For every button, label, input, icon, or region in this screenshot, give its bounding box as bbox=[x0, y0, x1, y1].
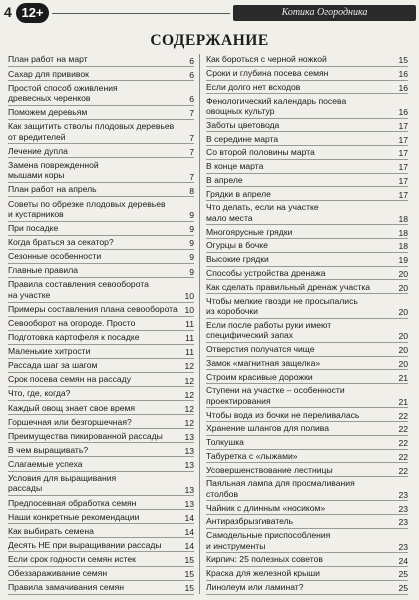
toc-entry-page: 13 bbox=[184, 431, 194, 442]
toc-entry-title: Поможем деревьям bbox=[8, 107, 88, 118]
toc-entry-page: 15 bbox=[184, 583, 194, 594]
toc-entry[interactable] bbox=[206, 280, 408, 294]
toc-entry-page: 12 bbox=[184, 389, 194, 400]
toc-entry-page: 18 bbox=[398, 227, 408, 238]
toc-entry-page: 16 bbox=[398, 69, 408, 80]
toc-entry-title: Со второй половины марта bbox=[206, 147, 315, 158]
toc-entry-title: Маленькие хитрости bbox=[8, 346, 91, 357]
toc-entry-title: Грядки в апреле bbox=[206, 188, 271, 199]
toc-entry[interactable] bbox=[206, 53, 408, 67]
toc-entry[interactable] bbox=[8, 250, 194, 264]
toc-entry-title: Линолеум или ламинат? bbox=[206, 582, 304, 593]
toc-entry[interactable] bbox=[8, 222, 194, 236]
toc-entry-title: Что, где, когда? bbox=[8, 388, 71, 399]
toc-entry[interactable] bbox=[206, 253, 408, 267]
toc-entry-title: Если после работы руки имеют специфический запах bbox=[206, 319, 332, 341]
toc-entry-title: Лечение дупла bbox=[8, 145, 68, 156]
toc-entry[interactable] bbox=[206, 408, 408, 422]
toc-entry-title: Усовершенствование лестницы bbox=[206, 464, 333, 475]
toc-entry[interactable] bbox=[8, 317, 194, 331]
toc-entry-title: Подготовка картофеля к посадке bbox=[8, 332, 140, 343]
toc-entry-page: 7 bbox=[189, 171, 194, 182]
toc-entry-title: Строим красивые дорожки bbox=[206, 371, 313, 382]
toc-entry[interactable] bbox=[206, 267, 408, 281]
toc-entry[interactable] bbox=[206, 357, 408, 371]
toc-entry[interactable] bbox=[8, 120, 194, 145]
toc-entry-title: Способы устройства дренажа bbox=[206, 267, 326, 278]
toc-entry-title: Самодельные приспособления и инструменты bbox=[206, 530, 331, 551]
toc-entry[interactable] bbox=[8, 144, 194, 158]
toc-entry-page: 15 bbox=[184, 569, 194, 580]
toc-entry-title: Сроки и глубина посева семян bbox=[206, 68, 329, 79]
toc-entry-title: Чайник с длинным «носиком» bbox=[206, 502, 326, 513]
toc-entry-title: Как защитить стволы плодовых деревьев от вредителей bbox=[8, 121, 175, 142]
toc-entry-title: Простой способ оживления древесных черенков bbox=[8, 82, 118, 104]
toc-entry-title: Чтобы вода из бочки не переливалась bbox=[206, 409, 360, 420]
toc-entry-title: Толкушка bbox=[206, 437, 244, 448]
toc-entry-title: Горшечная или безгоршечная? bbox=[8, 416, 132, 427]
toc-entry-page: 9 bbox=[189, 238, 194, 249]
toc-entry-title: План работ на март bbox=[8, 54, 88, 65]
toc-entry-title: Обеззараживание семян bbox=[8, 567, 108, 578]
toc-entry[interactable] bbox=[8, 387, 194, 401]
toc-entry-page: 24 bbox=[398, 555, 408, 566]
toc-entry[interactable] bbox=[8, 429, 194, 443]
toc-entry-title: Огурцы в бочке bbox=[206, 240, 268, 251]
toc-entry-page: 13 bbox=[184, 498, 194, 509]
toc-entry-title: В конце марта bbox=[206, 161, 264, 172]
toc-entry-title: Слагаемые успеха bbox=[8, 458, 83, 469]
toc-entry-title: Что делать, если на участке мало места bbox=[206, 202, 319, 223]
toc-entry-title: Севооборот на огороде. Просто bbox=[8, 318, 136, 329]
toc-entry-page: 14 bbox=[184, 512, 194, 523]
toc-entry[interactable] bbox=[8, 331, 194, 345]
toc-entry-page: 10 bbox=[184, 291, 194, 302]
toc-entry-title: Чтобы мелкие гвозди не просыпались из коробочки bbox=[206, 295, 358, 316]
toc-entry-page: 6 bbox=[189, 69, 194, 80]
toc-entry-title: Главные правила bbox=[8, 265, 78, 276]
toc-entry-page: 25 bbox=[398, 583, 408, 594]
toc-entry[interactable] bbox=[8, 345, 194, 359]
toc-entry-title: Заботы цветовода bbox=[206, 119, 280, 130]
toc-entry-page: 8 bbox=[189, 185, 194, 196]
toc-entry-title: В апреле bbox=[206, 174, 243, 185]
toc-right-column bbox=[206, 53, 408, 595]
toc-entry[interactable] bbox=[8, 472, 194, 497]
toc-entry-page: 6 bbox=[189, 94, 194, 105]
toc-entry-page: 9 bbox=[189, 210, 194, 221]
toc-entry-page: 20 bbox=[398, 358, 408, 369]
toc-entry[interactable] bbox=[206, 67, 408, 81]
toc-entry-page: 17 bbox=[398, 134, 408, 145]
toc-entry[interactable] bbox=[8, 236, 194, 250]
toc-entry-page: 20 bbox=[398, 345, 408, 356]
toc-entry[interactable] bbox=[8, 552, 194, 566]
toc-entry[interactable] bbox=[206, 119, 408, 133]
toc-entry-page: 21 bbox=[398, 372, 408, 383]
page-header bbox=[0, 0, 419, 26]
age-rating-badge: 12+ bbox=[16, 3, 49, 23]
toc-entry-title: Замок «магнитная защелка» bbox=[206, 357, 321, 368]
toc-entry-page: 6 bbox=[189, 55, 194, 66]
toc-entry-page: 22 bbox=[398, 424, 408, 435]
toc-entry-page: 20 bbox=[398, 268, 408, 279]
toc-entry-title: Паяльная лампа для просмаливания столбов bbox=[206, 478, 355, 499]
toc-entry-page: 21 bbox=[398, 396, 408, 407]
toc-entry[interactable] bbox=[8, 373, 194, 387]
toc-entry-title: Десять НЕ при выращивании рассады bbox=[8, 539, 162, 550]
toc-entry[interactable] bbox=[206, 501, 408, 515]
toc-entry[interactable] bbox=[8, 264, 194, 278]
toc-entry-page: 19 bbox=[398, 255, 408, 266]
toc-entry[interactable] bbox=[8, 303, 194, 317]
toc-entry-title: Краска для железной крыши bbox=[206, 568, 320, 579]
toc-entry[interactable] bbox=[206, 581, 408, 595]
toc-entry-title: Отверстия получатся чище bbox=[206, 344, 315, 355]
toc-entry[interactable] bbox=[206, 239, 408, 253]
toc-entry-page: 20 bbox=[398, 331, 408, 342]
toc-entry-page: 17 bbox=[398, 162, 408, 173]
toc-entry[interactable] bbox=[206, 94, 408, 118]
toc-entry-page: 7 bbox=[189, 132, 194, 143]
toc-entry-page: 16 bbox=[398, 82, 408, 93]
toc-entry[interactable] bbox=[206, 160, 408, 174]
toc-entry-page: 23 bbox=[398, 517, 408, 528]
toc-entry-title: Советы по обрезке плодовых деревьев и кустарников bbox=[8, 198, 166, 220]
toc-entry-title: Если долго нет всходов bbox=[206, 81, 301, 92]
toc-entry-page: 9 bbox=[189, 224, 194, 235]
toc-entry-title: Кирпич: 25 полезных советов bbox=[206, 554, 323, 565]
toc-entry-title: Когда браться за секатор? bbox=[8, 237, 114, 248]
toc-entry[interactable] bbox=[8, 581, 194, 595]
toc-entry[interactable] bbox=[8, 524, 194, 538]
toc-entry[interactable] bbox=[8, 81, 194, 106]
toc-entry[interactable] bbox=[206, 529, 408, 553]
toc-entry-page: 23 bbox=[398, 503, 408, 514]
toc-entry-page: 16 bbox=[398, 107, 408, 118]
toc-entry-page: 13 bbox=[184, 484, 194, 495]
toc-entry[interactable] bbox=[8, 197, 194, 222]
toc-entry-title: Если срок годности семян истек bbox=[8, 553, 136, 564]
toc-entry-page: 17 bbox=[398, 175, 408, 186]
toc-entry[interactable] bbox=[206, 422, 408, 436]
toc-entry-title: Каждый овощ знает свое время bbox=[8, 402, 136, 413]
toc-entry-title: Как выбирать семена bbox=[8, 525, 94, 536]
toc-entry-page: 22 bbox=[398, 438, 408, 449]
toc-entry[interactable] bbox=[8, 106, 194, 120]
toc-entry[interactable] bbox=[206, 463, 408, 477]
toc-entry[interactable] bbox=[206, 384, 408, 408]
toc-entry-title: При посадке bbox=[8, 223, 59, 234]
toc-entry-page: 7 bbox=[189, 146, 194, 157]
toc-entry[interactable] bbox=[8, 538, 194, 552]
toc-entry-page: 18 bbox=[398, 213, 408, 224]
toc-entry[interactable] bbox=[206, 370, 408, 384]
toc-entry-title: Условия для выращивания рассады bbox=[8, 472, 117, 494]
toc-left-column bbox=[8, 53, 194, 595]
toc-entry-title: Правила составления севооборота на участке bbox=[8, 279, 149, 300]
toc-entry-title: Хранение шлангов для полива bbox=[206, 423, 330, 434]
toc-entry[interactable] bbox=[206, 294, 408, 318]
toc-entry-page: 11 bbox=[185, 347, 194, 358]
toc-entry[interactable] bbox=[206, 174, 408, 188]
toc-entry-title: Сахар для прививок bbox=[8, 68, 89, 79]
page-title: СОДЕРЖАНИЕ bbox=[150, 32, 269, 49]
toc-entry-page: 11 bbox=[185, 319, 194, 330]
toc-entry[interactable] bbox=[206, 343, 408, 357]
toc-entry[interactable] bbox=[8, 53, 194, 67]
toc-entry-title: Преимущества пикированной рассады bbox=[8, 430, 163, 441]
toc-entry[interactable] bbox=[206, 436, 408, 450]
toc-entry[interactable] bbox=[8, 183, 194, 197]
toc-entry[interactable] bbox=[8, 401, 194, 415]
toc-entry-page: 23 bbox=[398, 489, 408, 500]
toc-entry-title: Фенологический календарь посева овощных культур bbox=[206, 95, 347, 117]
toc-entry[interactable] bbox=[206, 567, 408, 581]
toc-entry-page: 9 bbox=[189, 252, 194, 263]
toc-entry-page: 20 bbox=[398, 307, 408, 318]
column-divider bbox=[199, 54, 200, 594]
toc-entry-page: 11 bbox=[185, 333, 194, 344]
toc-entry[interactable] bbox=[206, 201, 408, 225]
toc-entry-page: 12 bbox=[184, 417, 194, 428]
toc-entry-title: Как сделать правильный дренаж участка bbox=[206, 281, 371, 292]
toc-entry[interactable] bbox=[206, 146, 408, 160]
toc-entry-page: 20 bbox=[398, 282, 408, 293]
toc-entry-page: 12 bbox=[184, 375, 194, 386]
toc-entry-page: 12 bbox=[184, 403, 194, 414]
toc-entry[interactable] bbox=[8, 567, 194, 581]
toc-entry-title: Сезонные особенности bbox=[8, 251, 102, 262]
toc-entry-title: Многоярусные грядки bbox=[206, 226, 293, 237]
toc-entry-page: 18 bbox=[398, 241, 408, 252]
toc-entry[interactable] bbox=[8, 415, 194, 429]
toc-entry-page: 15 bbox=[184, 555, 194, 565]
toc-entry-page: 22 bbox=[398, 451, 408, 462]
toc-entry[interactable] bbox=[206, 553, 408, 567]
toc-entry-title: Антиразбрызгиватель bbox=[206, 516, 294, 527]
toc-entry-title: Срок посева семян на рассаду bbox=[8, 374, 131, 385]
toc-entry[interactable] bbox=[8, 67, 194, 81]
toc-entry-title: Табуретка с «лыжами» bbox=[206, 450, 298, 461]
toc-entry-page: 14 bbox=[184, 526, 194, 537]
toc-entry[interactable] bbox=[206, 225, 408, 239]
toc-entry[interactable] bbox=[206, 450, 408, 464]
toc-entry-page: 14 bbox=[184, 540, 194, 551]
toc-entry-title: В середине марта bbox=[206, 133, 279, 144]
toc-entry-page: 25 bbox=[398, 569, 408, 580]
toc-entry[interactable] bbox=[8, 510, 194, 524]
toc-entry-page: 22 bbox=[398, 465, 408, 476]
toc-entry-page: 17 bbox=[398, 189, 408, 200]
toc-entry-page: 17 bbox=[398, 120, 408, 131]
toc-entry-title: Ступени на участке – особенности проектирования bbox=[206, 385, 345, 406]
toc-entry-title: План работ на апрель bbox=[8, 184, 97, 195]
toc-entry-page: 9 bbox=[189, 266, 194, 277]
magazine-title: Котика Огородника bbox=[233, 5, 416, 21]
toc-entry-page: 22 bbox=[398, 410, 408, 421]
header-rule bbox=[52, 13, 230, 14]
toc-entry[interactable] bbox=[206, 81, 408, 95]
toc-entry-title: Как бороться с черной ножкой bbox=[206, 54, 327, 65]
toc-entry-page: 13 bbox=[184, 460, 194, 471]
toc-entry-title: Предпосевная обработка семян bbox=[8, 497, 137, 508]
toc-entry[interactable] bbox=[8, 443, 194, 457]
page-number: 4 bbox=[4, 4, 12, 20]
toc-entry-page: 23 bbox=[398, 541, 408, 552]
toc-entry-title: Правила замачивания семян bbox=[8, 582, 124, 592]
toc-entry[interactable] bbox=[206, 132, 408, 146]
toc-entry[interactable] bbox=[206, 477, 408, 501]
toc-entry[interactable] bbox=[206, 187, 408, 201]
toc-entry-title: Рассада шаг за шагом bbox=[8, 360, 98, 371]
toc-entry[interactable] bbox=[8, 158, 194, 183]
toc-entry-title: Наши конкретные рекомендации bbox=[8, 511, 140, 522]
toc-entry-page: 17 bbox=[398, 148, 408, 159]
toc-entry-page: 7 bbox=[189, 108, 194, 119]
toc-entry[interactable] bbox=[206, 319, 408, 343]
toc-entry[interactable] bbox=[8, 457, 194, 471]
toc-entry[interactable] bbox=[8, 278, 194, 303]
toc-entry[interactable] bbox=[8, 496, 194, 510]
toc-entry-page: 13 bbox=[184, 445, 194, 456]
toc-entry-page: 10 bbox=[184, 305, 194, 316]
toc-entry[interactable] bbox=[206, 515, 408, 529]
toc-entry-title: В чем выращивать? bbox=[8, 444, 89, 455]
toc-entry-title: Высокие грядки bbox=[206, 254, 269, 265]
toc-entry-title: Замена поврежденной мышами коры bbox=[8, 159, 99, 181]
toc-entry-page: 15 bbox=[398, 55, 408, 66]
toc-entry[interactable] bbox=[8, 359, 194, 373]
toc-entry-page: 12 bbox=[184, 361, 194, 372]
toc-entry-title: Примеры составления плана севооборота bbox=[8, 304, 178, 315]
